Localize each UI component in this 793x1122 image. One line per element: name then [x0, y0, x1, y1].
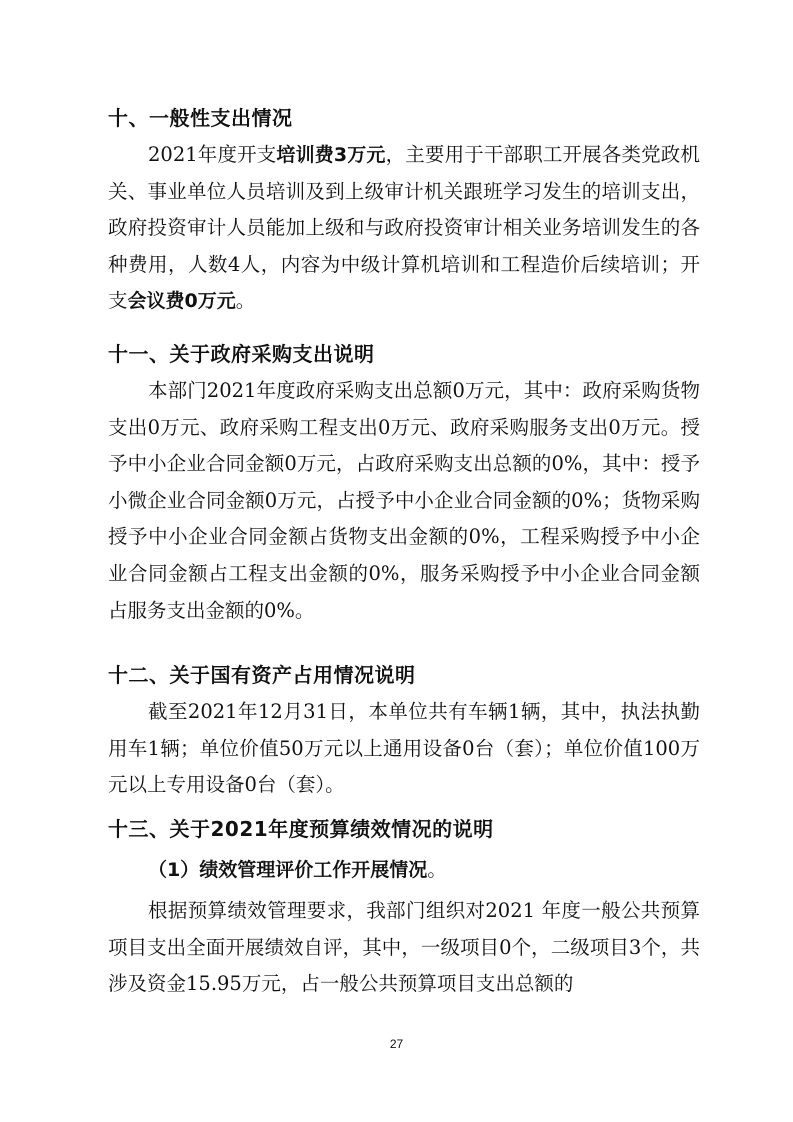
- subsection-1-period: 。: [427, 858, 447, 881]
- section-13-paragraph: 根据预算绩效管理要求，我部门组织对2021 年度一般公共预算项目支出全面开展绩效自评，其中，一级项目0个，二级项目3个，共涉及资金15.95万元，占一般公共预算项目支出总额的: [108, 899, 700, 996]
- section-heading-11: 十一、关于政府采购支出说明: [108, 342, 375, 366]
- section-12-paragraph: 截至2021年12月31日，本单位共有车辆1辆，其中，执法执勤用车1辆；单位价值50万元以上通用设备0台（套）；单位价值100万元以上专用设备0台（套）。: [108, 700, 700, 797]
- subsection-1-label: （1）绩效管理评价工作开展情况: [148, 859, 428, 881]
- subsection-1-heading: [108, 853, 740, 887]
- section-11-paragraph: 本部门2021年度政府采购支出总额0万元，其中：政府采购货物支出0万元、政府采购工程支出0万元、政府采购服务支出0万元。授予中小企业合同金额0万元，占政府采购支出总额的0%，其中：授予小微企业合同金额0万元，占授予中小企业合同金额的0%；货物采购授予中小企业合同金额占货物支出金额的0%，工程采购授予中小企业合同金额占工程支出金额的0%，服务采购授予中小企业合同金额占服务支出金额的0%。: [108, 379, 700, 622]
- meeting-fee-highlight: 会议费0万元: [127, 290, 236, 313]
- section-heading-10: 十、一般性支出情况: [108, 106, 293, 130]
- page-number: 27: [389, 1037, 404, 1051]
- training-fee-highlight: 培训费3万元: [276, 144, 386, 166]
- section-heading-12: 十二、关于国有资产占用情况说明: [108, 663, 416, 687]
- text-run: ，主要用于干部职工开展各类党政机关、事业单位人员培训及到上级审计机关跟班学习发生的培训支出，政府投资审计人员能加上级和与政府投资审计相关业务培训发生的各种费用，人数4人，内容为中级计算机培训和工程造价后续培训；开支: [108, 143, 700, 313]
- text-run: 。: [235, 289, 256, 313]
- text-run: 2021年度开支: [148, 143, 277, 166]
- section-heading-13: 十三、关于2021年度预算绩效情况的说明: [108, 817, 494, 841]
- section-10-paragraph: [108, 137, 700, 320]
